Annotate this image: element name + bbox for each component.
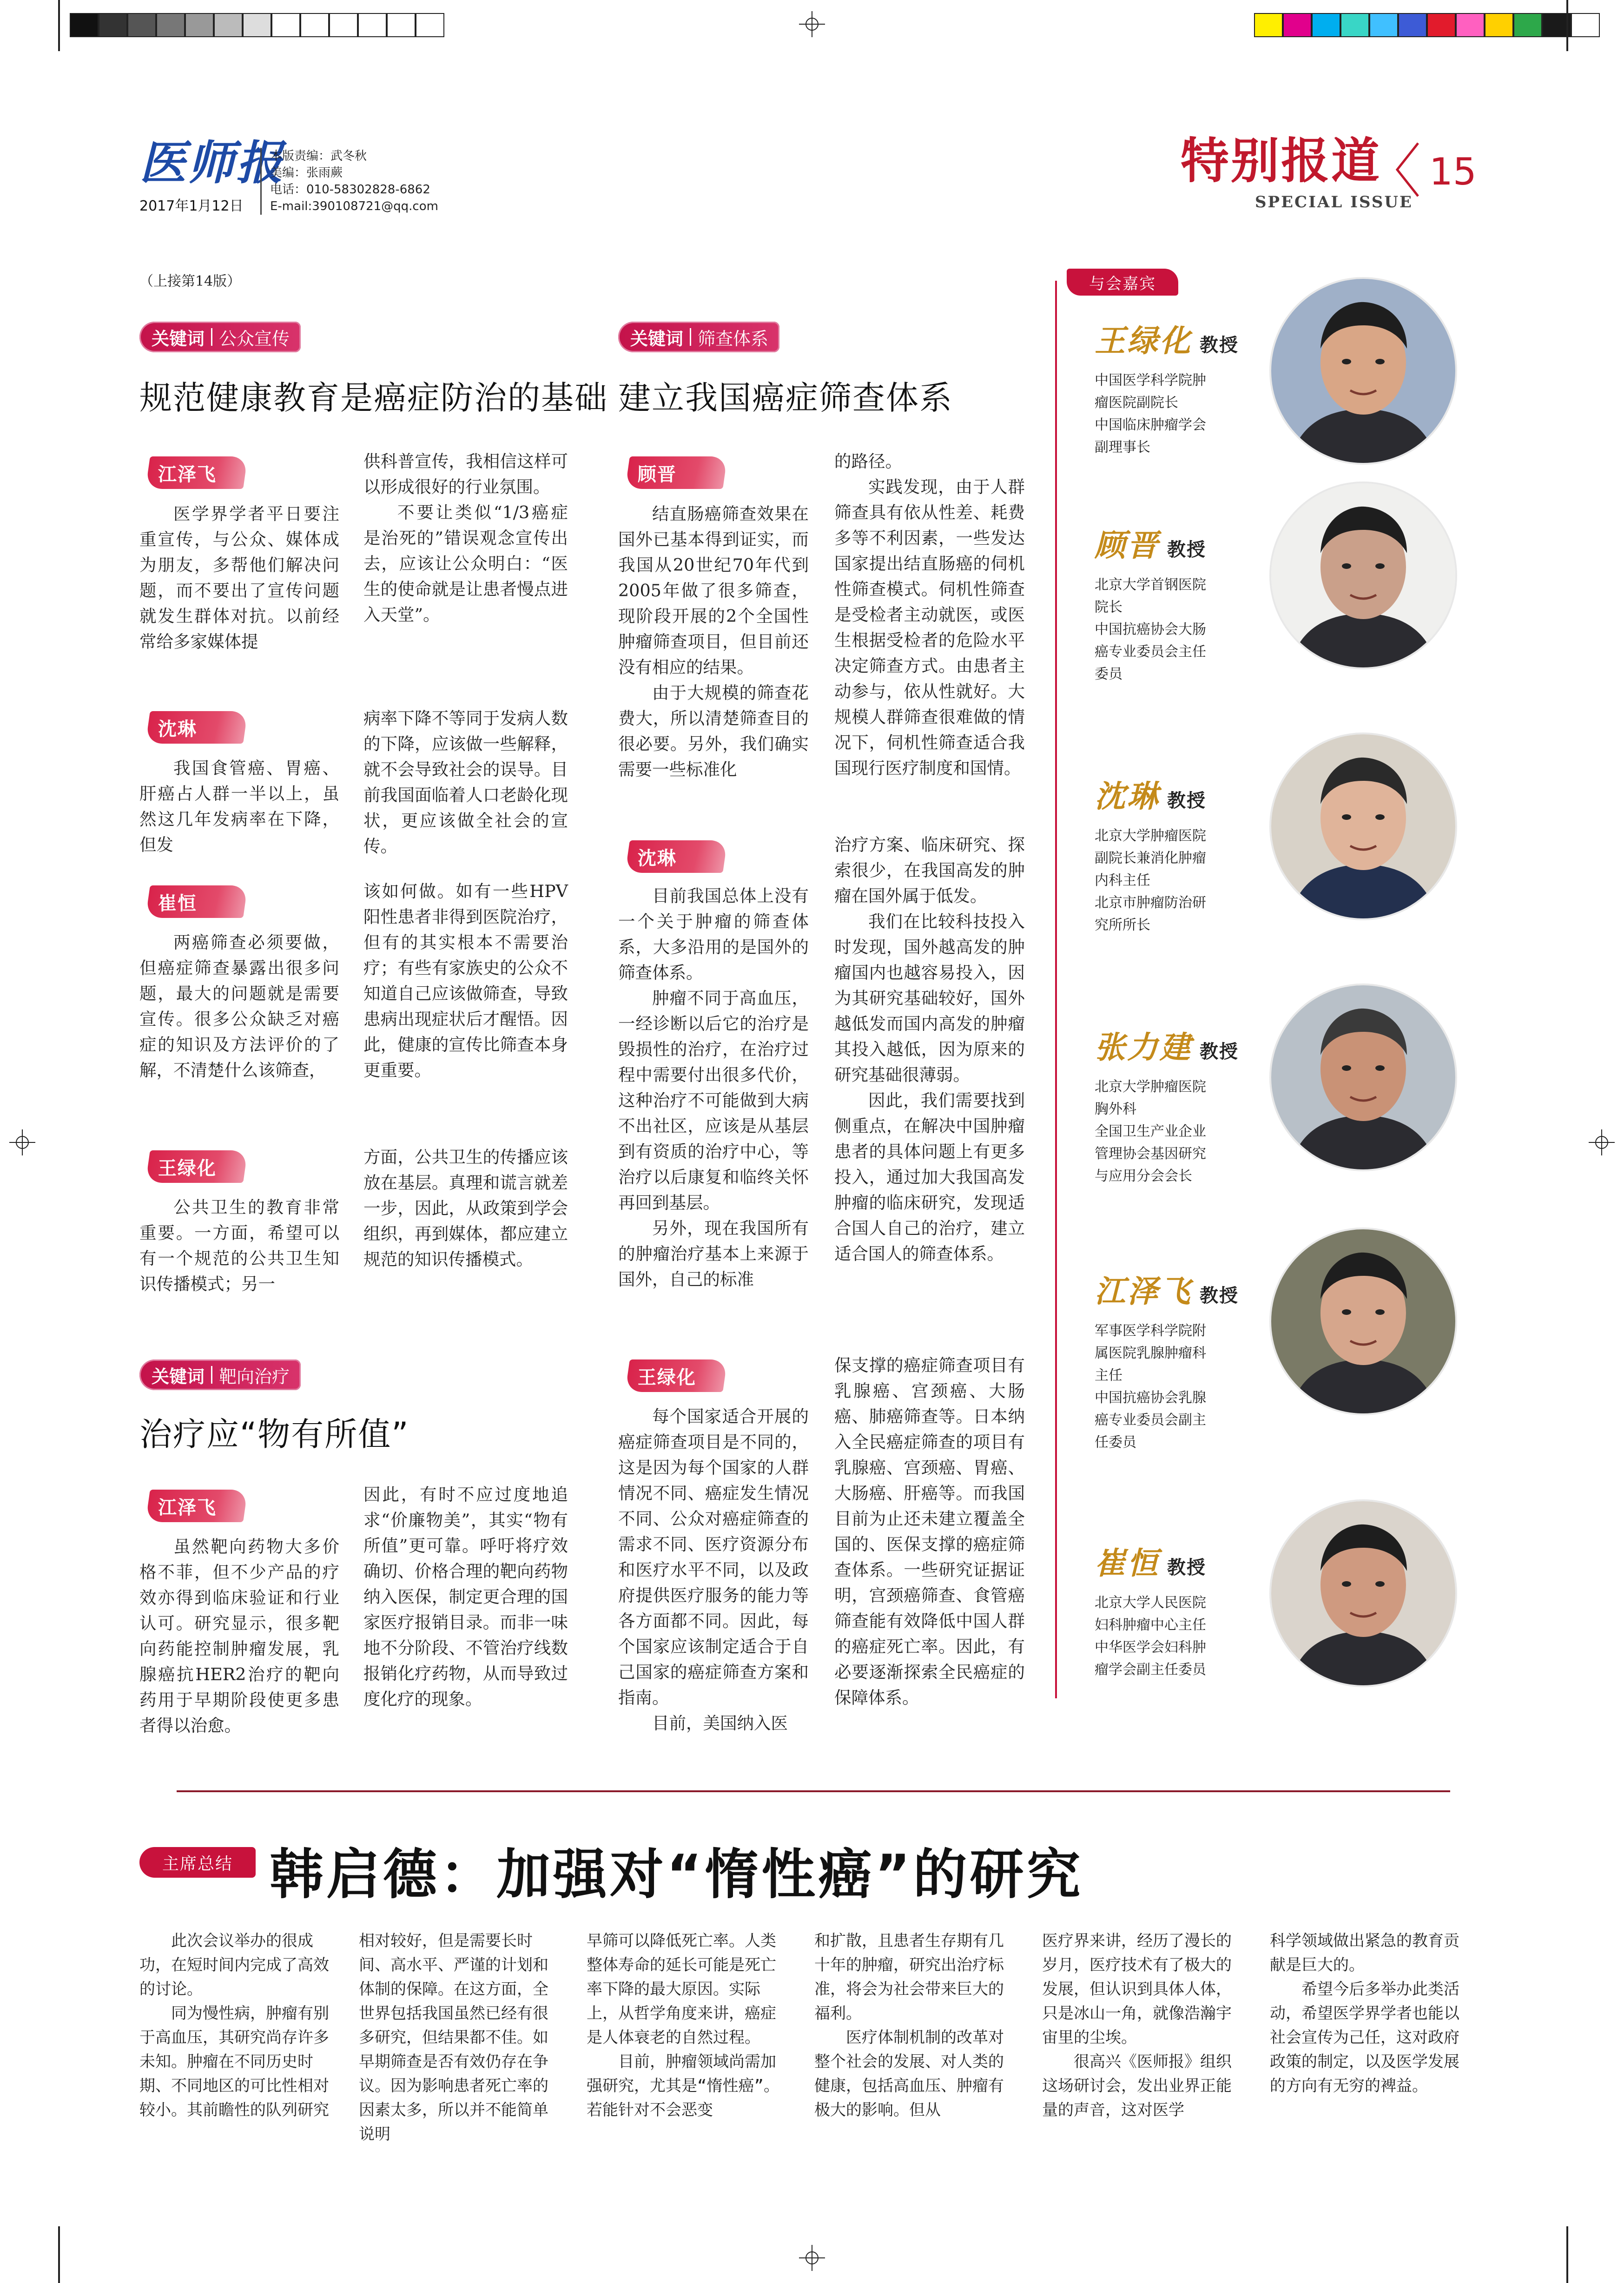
summary-column	[587, 1929, 791, 2122]
paragraph: 该如何做。如有一些HPV阳性患者非得到医院治疗，但有的其实根本不需要治疗；有些有家族史的公众不知道自己应该做筛查，导致患病出现症状后才醒悟。因此，健康的宣传比筛查本身更重要。	[363, 881, 568, 1080]
section-divider	[177, 1790, 1450, 1792]
email-line: E-mail:390108721@qq.com	[270, 199, 438, 213]
registration-crosshair-icon	[799, 2245, 825, 2271]
article-text	[363, 449, 568, 627]
paragraph: 目前，肿瘤领域尚需加强研究，尤其是“惰性癌”。若能针对不会恶变	[587, 2052, 779, 2119]
paragraph: 病率下降不等同于发病人数的下降，应该做一些解释，就不会导致社会的误导。目前我国面临着人口老龄化现状，更应该做全社会的宣传。	[363, 708, 568, 856]
article-text	[618, 501, 809, 782]
article-text	[618, 1404, 809, 1736]
article-text	[139, 1194, 339, 1297]
paragraph: 另外，现在我国所有的肿瘤治疗基本上来源于国外，自己的标准	[618, 1218, 809, 1289]
guest-description: 北京大学首钢医院 院长 中国抗癌协会大肠 癌专业委员会主任 委员	[1095, 577, 1206, 682]
paragraph: 因此，有时不应过度地追求“价廉物美”，其实“物有所值”更可靠。呼吁将疗效确切、价格合理的靶向药物纳入医保，制定更合理的国家医疗报销目录。而非一味地不分阶段、不管治疗线数报销化疗药物，从而导致过度化疗的现象。	[363, 1485, 568, 1709]
article-text	[363, 1482, 568, 1712]
guest-name: 张力建 教授	[1095, 1029, 1239, 1065]
paragraph: 由于大规模的筛查花费大，所以清楚筛查目的很必要。另外，我们确实需要一些标准化	[618, 683, 809, 779]
continued-note: （上接第14版）	[139, 273, 241, 290]
paragraph: 保支撑的癌症筛查项目有乳腺癌、宫颈癌、大肠癌、肺癌筛查等。日本纳入全民癌症筛查的项目有乳腺癌、宫颈癌、胃癌、大肠癌、肝癌等。而我国目前为止还未建立覆盖全国的、医保支撑的癌症筛查体系。一些研究证据证明，宫颈癌筛查、食管癌筛查能有效降低中国人群的癌症死亡率。因此，有必要逐渐探索全民癌症的保障体系。	[834, 1355, 1025, 1708]
summary-column	[139, 1929, 344, 2122]
summary-title: 韩启德：加强对“惰性癌”的研究	[270, 1843, 1083, 1906]
paragraph: 肿瘤不同于高血压，一经诊断以后它的治疗是毁损性的治疗，在治疗过程中需要付出很多代价，这种治疗不可能做到大病不出社区，应该是从基层到有资质的治疗中心，等治疗以后康复和临终关怀再回到基层。	[618, 988, 809, 1213]
paragraph: 科学领域做出紧急的教育贡献是巨大的。	[1270, 1932, 1459, 1974]
article-text	[139, 755, 339, 858]
paragraph: 治疗方案、临床研究、探索很少，在我国高发的肿瘤在国外属于低发。	[834, 835, 1025, 906]
paragraph: 医学界学者平日要注重宣传，与公众、媒体成为朋友，多帮他们解决问题，而不要出了宣传问题就发生群体对抗。以前经常给多家媒体提	[139, 504, 339, 652]
paragraph: 同为慢性病，肿瘤有别于高血压，其研究尚存许多未知。肿瘤在不同历史时期、不同地区的可比性相对较小。其前瞻性的队列研究	[139, 2004, 329, 2119]
paragraph: 此次会议举办的很成功，在短时间内完成了高效的讨论。	[139, 1932, 329, 1999]
article-text	[363, 878, 568, 1083]
speaker-tag: 沈琳	[625, 840, 727, 873]
paragraph: 相对较好，但是需要长时间、高水平、严谨的计划和体制的保障。在这方面，全世界包括我国虽然已经有很多研究，但结果都不佳。如早期筛查是否有效仍存在争议。因为影响患者死亡率的因素太多，所以并不能简单说明	[359, 1932, 548, 2144]
speaker-tag: 崔恒	[145, 885, 248, 918]
keyword-topic: 公众宣传	[219, 328, 290, 349]
phone-line: 电话：010-58302828-6862	[270, 183, 430, 197]
summary-column	[1270, 1929, 1474, 2098]
paragraph: 结直肠癌筛查效果在国外已基本得到证实，而我国从20世纪70年代到2005年做了很多筛查，现阶段开展的2个全国性肿瘤筛查项目，但目前还没有相应的结果。	[618, 504, 809, 677]
guest-portrait	[1271, 1229, 1455, 1413]
article-text	[363, 706, 568, 859]
paragraph: 我国食管癌、胃癌、肝癌占人群一半以上，虽然这几年发病率在下降，但发	[139, 758, 339, 855]
guest-description: 军事医学科学院附 属医院乳腺肿瘤科 主任 中国抗癌协会乳腺 癌专业委员会副主 任委员	[1095, 1323, 1206, 1451]
article-text	[834, 449, 1025, 781]
guest-portrait	[1271, 985, 1455, 1169]
paragraph: 早筛可以降低死亡率。人类整体寿命的延长可能是死亡率下降的最大原因。实际上，从哲学角度来讲，癌症是人体衰老的自然过程。	[587, 1932, 776, 2047]
summary-column	[1042, 1929, 1247, 2122]
speaker-tag: 江泽飞	[145, 456, 248, 489]
guest-portrait	[1271, 483, 1455, 667]
paragraph: 不要让类似“1/3癌症是治死的”错误观念宣传出去，应该让公众明白：“医生的使命就是让患者慢点进入天堂”。	[363, 502, 568, 625]
newspaper-logo: 医师报	[139, 135, 284, 190]
section-heading: 建立我国癌症筛查体系	[618, 379, 953, 417]
guest-name: 王绿化 教授	[1095, 323, 1239, 359]
paragraph: 的路径。	[834, 451, 902, 471]
editorial-info	[260, 148, 438, 215]
speaker-tag: 王绿化	[625, 1359, 727, 1392]
keyword-label: 关键词	[152, 328, 205, 349]
guest-name: 江泽飞 教授	[1095, 1273, 1239, 1309]
keyword-tag	[139, 322, 301, 352]
guests-rule	[1055, 281, 1057, 1698]
guest-portrait	[1271, 734, 1455, 918]
speaker-tag: 江泽飞	[145, 1490, 248, 1522]
paragraph: 每个国家适合开展的癌症筛查项目是不同的，这是因为每个国家的人群情况不同、癌症发生情况不同、公众对癌症筛查的需求不同、医疗资源分布和医疗水平不同，以及政府提供医疗服务的能力等各方面都不同。因此，每个国家应该制定适合于自己国家的癌症筛查方案和指南。	[618, 1406, 809, 1708]
guest-name: 顾晋 教授	[1095, 527, 1206, 563]
paragraph: 医疗界来讲，经历了漫长的岁月，医疗技术有了极大的发展，但认识到具体人体，只是冰山一角，就像浩瀚宇宙里的尘埃。	[1042, 1932, 1232, 2047]
guest-description: 北京大学肿瘤医院 副院长兼消化肿瘤 内科主任 北京市肿瘤防治研 究所所长	[1095, 828, 1206, 933]
keyword-topic: 靶向治疗	[219, 1366, 290, 1387]
article-text	[834, 1353, 1025, 1710]
color-registration-strip	[1254, 13, 1600, 37]
paragraph: 供科普宣传，我相信这样可以形成很好的行业氛围。	[363, 451, 568, 497]
trim-mark	[1566, 2226, 1568, 2283]
grayscale-registration-strip	[70, 13, 444, 37]
guest-description: 北京大学肿瘤医院 胸外科 全国卫生产业企业 管理协会基因研究 与应用分会会长	[1095, 1079, 1206, 1184]
article-text	[139, 501, 339, 654]
designer-line: 美编：张雨蕨	[270, 166, 343, 180]
paragraph: 两癌筛查必须要做，但癌症筛查暴露出很多问题，最大的问题就是需要宣传。很多公众缺乏对癌症的知识及方法评价的了解，不清楚什么该筛查，	[139, 932, 339, 1080]
article-text	[139, 1534, 339, 1738]
paragraph: 很高兴《医师报》组织这场研讨会，发出业界正能量的声音，这对医学	[1042, 2052, 1232, 2119]
article-text	[363, 1144, 568, 1272]
summary-column	[359, 1929, 563, 2146]
paragraph: 实践发现，由于人群筛查具有依从性差、耗费多等不利因素，一些发达国家提出结直肠癌的伺机性筛查模式。伺机性筛查是受检者主动就医，或医生根据受检者的危险水平决定筛查方式。由患者主动参与，依从性就好。大规模人群筛查很难做的情况下，伺机性筛查适合我国现行医疗制度和国情。	[834, 477, 1025, 778]
article-text	[618, 883, 809, 1292]
guest-portrait	[1271, 1501, 1455, 1685]
article-text	[834, 832, 1025, 1267]
speaker-tag: 顾晋	[625, 456, 727, 489]
guest-name: 崔恒 教授	[1095, 1545, 1206, 1581]
paragraph: 医疗体制机制的改革对整个社会的发展、对人类的健康，包括高血压、肿瘤有极大的影响。但从	[814, 2028, 1004, 2119]
speaker-tag: 沈琳	[145, 711, 248, 744]
trim-mark	[1566, 0, 1568, 51]
paragraph: 因此，我们需要找到侧重点，在解决中国肿瘤患者的具体问题上有更多投入，通过加大我国高发肿瘤的临床研究，发现适合国人自己的治疗，建立适合国人的筛查体系。	[834, 1090, 1025, 1264]
paragraph: 方面，公共卫生的传播应该放在基层。真理和谎言就差一步，因此，从政策到学会组织，再到媒体，都应建立规范的知识传播模式。	[363, 1147, 568, 1269]
issue-date: 2017年1月12日	[139, 198, 244, 214]
paragraph: 目前，美国纳入医	[652, 1713, 788, 1733]
keyword-tag	[618, 322, 779, 352]
keyword-topic: 筛查体系	[698, 328, 769, 349]
guests-header: 与会嘉宾	[1067, 269, 1178, 296]
trim-mark	[58, 2226, 60, 2283]
registration-crosshair-icon	[9, 1129, 35, 1155]
summary-column	[814, 1929, 1019, 2122]
guest-name: 沈琳 教授	[1095, 778, 1206, 814]
paragraph: 公共卫生的教育非常重要。一方面，希望可以有一个规范的公共卫生知识传播模式；另一	[139, 1197, 339, 1294]
paragraph: 虽然靶向药物大多价格不菲，但不少产品的疗效亦得到临床验证和行业认可。研究显示，很多靶向药能控制肿瘤发展，乳腺癌抗HER2治疗的靶向药用于早期阶段使更多患者得以治愈。	[139, 1537, 339, 1735]
section-title: 特别报道	[1181, 132, 1382, 189]
paragraph: 希望今后多举办此类活动，希望医学界学者也能以社会宣传为己任，这对政府政策的制定，以及医学发展的方向有无穷的裨益。	[1270, 1980, 1459, 2095]
registration-crosshair-icon	[799, 11, 825, 37]
guest-portrait	[1271, 279, 1455, 463]
article-text	[139, 930, 339, 1083]
keyword-label: 关键词	[630, 328, 684, 349]
speaker-tag: 王绿化	[145, 1150, 248, 1183]
section-heading: 规范健康教育是癌症防治的基础	[139, 379, 608, 417]
keyword-tag	[139, 1359, 301, 1390]
registration-crosshair-icon	[1589, 1129, 1615, 1155]
section-heading: 治疗应“物有所值”	[139, 1415, 409, 1453]
guest-description: 北京大学人民医院 妇科肿瘤中心主任 中华医学会妇科肿 瘤学会副主任委员	[1095, 1595, 1206, 1678]
paragraph: 和扩散，且患者生存期有几十年的肿瘤，研究出治疗标准，将会为社会带来巨大的福利。	[814, 1932, 1004, 2023]
paragraph: 我们在比较科技投入时发现，国外越高发的肿瘤国内也越容易投入，因为其研究基础较好，国外越低发而国内高发的肿瘤其投入越低，因为原来的研究基础很薄弱。	[834, 911, 1025, 1085]
trim-mark	[58, 0, 60, 51]
section-subtitle: SPECIAL ISSUE	[1255, 193, 1413, 211]
page-number: 15	[1429, 150, 1477, 193]
guest-description: 中国医学科学院肿 瘤医院副院长 中国临床肿瘤学会 副理事长	[1095, 372, 1206, 455]
paragraph: 目前我国总体上没有一个关于肿瘤的筛查体系，大多沿用的是国外的筛查体系。	[618, 886, 809, 983]
editor-line: 本版责编：武冬秋	[270, 149, 367, 163]
summary-tag: 主席总结	[139, 1847, 256, 1878]
keyword-label: 关键词	[152, 1366, 205, 1387]
